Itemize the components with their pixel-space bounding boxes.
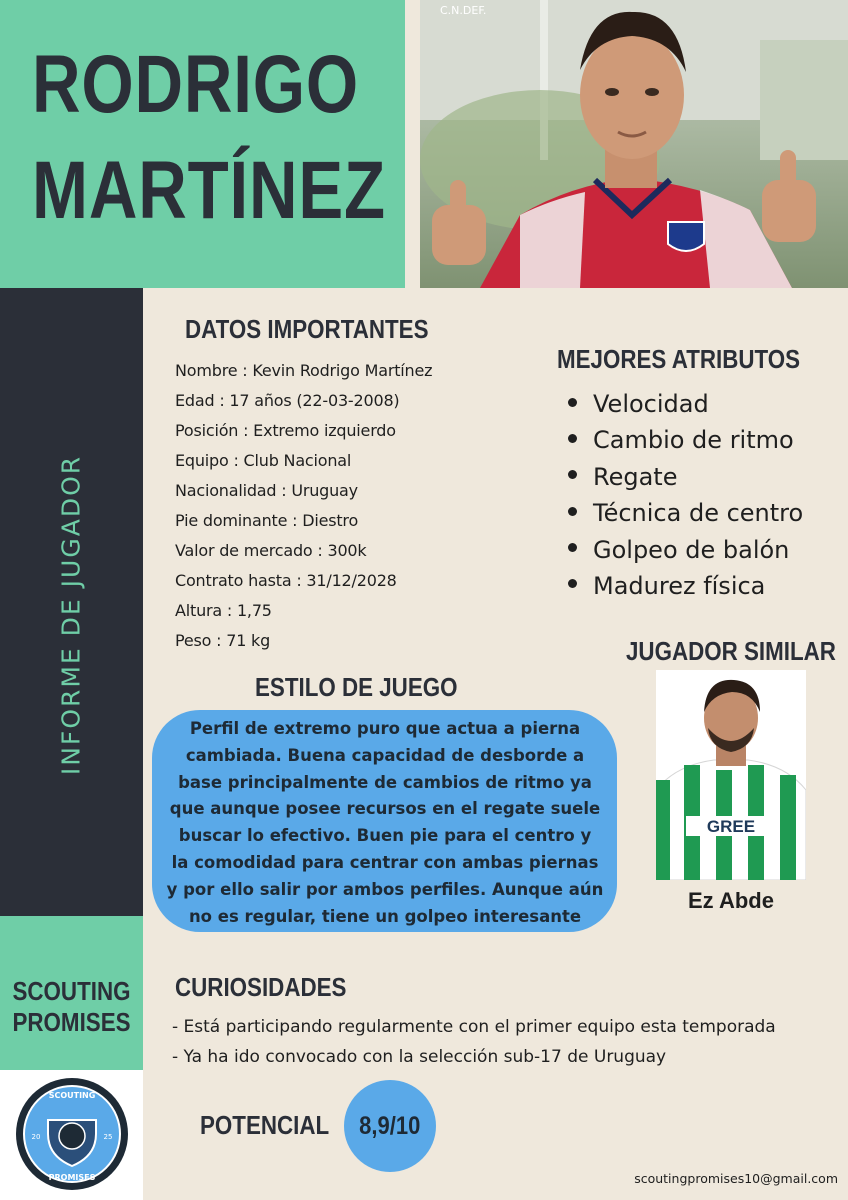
estilo-line: cambiada. Buena capacidad de desborde a [185,745,585,765]
player-photo [420,0,848,288]
estilo-line: y por ello salir por ambos perfiles. Aunque aún [166,879,604,899]
estilo-line: la comodidad para centrar con ambas piernas [171,852,599,872]
player-photo-illustration [420,0,848,288]
player-first-name: RODRIGO [32,39,360,130]
bullet-icon [568,434,577,443]
brand-line-2: PROMISES [12,1006,131,1037]
datos-item: Altura : 1,75 [175,601,272,620]
datos-item: Contrato hasta : 31/12/2028 [175,571,397,590]
datos-list [175,356,505,656]
logo-top-text: SCOUTING [48,1091,96,1100]
potencial-badge [344,1080,436,1172]
datos-heading: DATOS IMPORTANTES [185,314,429,344]
curiosidades-list [172,1012,776,1072]
bullet-icon [568,398,577,407]
atributos-heading: MEJORES ATRIBUTOS [557,344,801,374]
datos-item: Equipo : Club Nacional [175,451,352,470]
datos-item: Peso : 71 kg [175,631,271,650]
datos-item: Nombre : Kevin Rodrigo Martínez [175,361,433,380]
datos-item: Valor de mercado : 300k [175,541,367,560]
atributo-item: Técnica de centro [568,495,803,531]
estilo-line: base principalmente de cambios de ritmo ya [178,772,592,792]
logo-left-number: 20 [31,1133,41,1141]
similar-player-photo [656,670,806,880]
estilo-heading: ESTILO DE JUEGO [255,672,458,702]
brand-line-1: SCOUTING [12,976,131,1006]
shirt-sponsor: GREE [706,817,756,836]
atributo-item: Cambio de ritmo [568,422,803,458]
bullet-icon [568,507,577,516]
report-label: INFORME DE JUGADOR [56,454,86,776]
estilo-description [158,716,612,930]
datos-item: Nacionalidad : Uruguay [175,481,358,500]
datos-item: Posición : Extremo izquierdo [175,421,396,440]
logo-bottom-text: PROMISES [48,1173,96,1182]
atributos-list [568,386,803,604]
curiosidades-heading: CURIOSIDADES [175,972,347,1002]
curiosidad-item: - Ya ha ido convocado con la selección sub-17 de Uruguay [172,1047,667,1067]
photo-caption: C.N.DEF. [440,4,487,17]
bullet-icon [568,543,577,552]
atributo-item: Regate [568,459,803,495]
atributo-item: Madurez física [568,568,803,604]
atributo-item: Velocidad [568,386,803,422]
scouting-promises-logo [14,1076,130,1192]
divider [405,0,420,288]
bullet-icon [568,579,577,588]
contact-email: scoutingpromises10@gmail.com [634,1171,838,1186]
estilo-line: Perfil de extremo puro que actua a pierna [189,719,581,738]
curiosidad-item: - Está participando regularmente con el primer equipo esta temporada [172,1017,776,1037]
brand-name [10,976,133,1037]
atributo-item: Golpeo de balón [568,532,803,568]
potencial-value: 8,9/10 [359,1111,421,1140]
potencial-label: POTENCIAL [200,1110,330,1140]
logo-right-number: 25 [103,1133,113,1141]
estilo-line: que aunque posee recursos en el regate suele [169,799,601,819]
bullet-icon [568,470,577,479]
estilo-line: buscar lo efectivo. Buen pie para el centro y [178,826,592,846]
datos-item: Pie dominante : Diestro [175,511,359,530]
similar-heading: JUGADOR SIMILAR [626,636,836,666]
datos-item: Edad : 17 años (22-03-2008) [175,391,400,410]
estilo-line: no es regular, tiene un golpeo interesante [188,906,582,926]
similar-photo-illustration [656,670,806,880]
similar-player-name: Ez Abde [688,888,774,913]
player-last-name: MARTÍNEZ [32,145,386,236]
